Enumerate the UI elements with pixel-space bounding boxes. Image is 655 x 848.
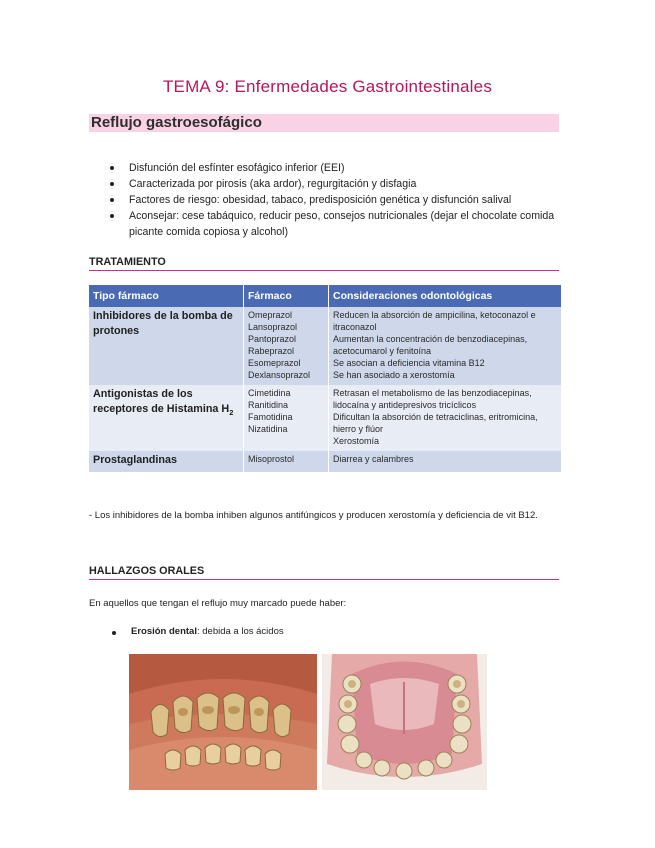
consideration: Retrasan el metabolismo de las benzodiacepinas, lidocaína y antidepresivos tricíclicos — [333, 388, 532, 410]
subscript: 2 — [229, 408, 234, 417]
drug-type-cell: Prostaglandinas — [89, 451, 244, 472]
drug-name: Rabeprazol — [248, 346, 295, 356]
column-header: Consideraciones odontológicas — [329, 285, 562, 307]
drug-name: Misoprostol — [248, 454, 295, 464]
drug-name: Lansoprazol — [248, 322, 298, 332]
drug-name: Ranitidina — [248, 400, 289, 410]
page-title: TEMA 9: Enfermedades Gastrointestinales — [162, 77, 493, 96]
hallazgos-heading: HALLAZGOS ORALES — [89, 565, 559, 580]
drug-cell — [244, 307, 329, 385]
bullet-dot — [112, 631, 116, 635]
consideration: Diarrea y calambres — [333, 454, 414, 464]
drug-name: Omeprazol — [248, 310, 293, 320]
bullet-item: Caracterizada por pirosis (aka ardor), regurgitación y disfagia — [108, 176, 578, 192]
erosion-text: : debida a los ácidos — [196, 626, 284, 637]
drug-name: Pantoprazol — [248, 334, 297, 344]
column-header: Fármaco — [244, 285, 329, 307]
hallazgos-intro: En aquellos que tengan el reflujo muy marcado puede haber: — [89, 598, 347, 609]
table-row — [89, 451, 562, 472]
drug-name: Nizatidina — [248, 424, 288, 434]
consideration: Se han asociado a xerostomía — [333, 370, 455, 380]
drug-type-cell — [89, 385, 244, 451]
consideration: Dificultan la absorción de tetraciclinas, eritromicina, hierro y flúor — [333, 412, 538, 434]
consideration: Reducen la absorción de ampicilina, ketoconazol e itraconazol — [333, 310, 536, 332]
drug-cell — [244, 451, 329, 472]
drug-type-label: Antigonistas de los receptores de Histamina H — [93, 388, 230, 415]
considerations-cell — [329, 307, 562, 385]
bullet-item: Factores de riesgo: obesidad, tabaco, predisposición genética y disfunción salival — [108, 192, 578, 208]
bullet-list — [108, 160, 578, 240]
drug-table — [89, 285, 562, 472]
column-header: Tipo fármaco — [89, 285, 244, 307]
dental-erosion-photo-front — [129, 654, 317, 790]
bullet-item: Aconsejar: cese tabáquico, reducir peso, consejos nutricionales (dejar el chocolate comida picante comida copiosa y alcohol) — [108, 208, 578, 240]
section-banner — [89, 114, 559, 132]
section-title: Reflujo gastroesofágico — [91, 114, 262, 131]
drug-name: Esomeprazol — [248, 358, 301, 368]
drug-name: Cimetidina — [248, 388, 291, 398]
dental-erosion-photo-palatal — [322, 654, 487, 790]
considerations-cell — [329, 385, 562, 451]
table-row — [89, 307, 562, 385]
drug-name: Famotidina — [248, 412, 293, 422]
footnote: - Los inhibidores de la bomba inhiben algunos antifúngicos y producen xerostomía y deficiencia de vit B12. — [89, 510, 538, 521]
erosion-label: Erosión dental — [131, 626, 197, 637]
table-row — [89, 385, 562, 451]
consideration: Xerostomía — [333, 436, 380, 446]
bullet-item: Disfunción del esfínter esofágico inferior (EEI) — [108, 160, 578, 176]
drug-name: Dexlansoprazol — [248, 370, 311, 380]
consideration: Se asocian a deficiencia vitamina B12 — [333, 358, 485, 368]
consideration: Aumentan la concentración de benzodiacepinas, acetocumarol y fenitoína — [333, 334, 528, 356]
drug-cell — [244, 385, 329, 451]
tratamiento-heading: TRATAMIENTO — [89, 256, 559, 271]
considerations-cell — [329, 451, 562, 472]
drug-type-cell: Inhibidores de la bomba de protones — [89, 307, 244, 385]
erosion-bullet — [112, 626, 284, 637]
